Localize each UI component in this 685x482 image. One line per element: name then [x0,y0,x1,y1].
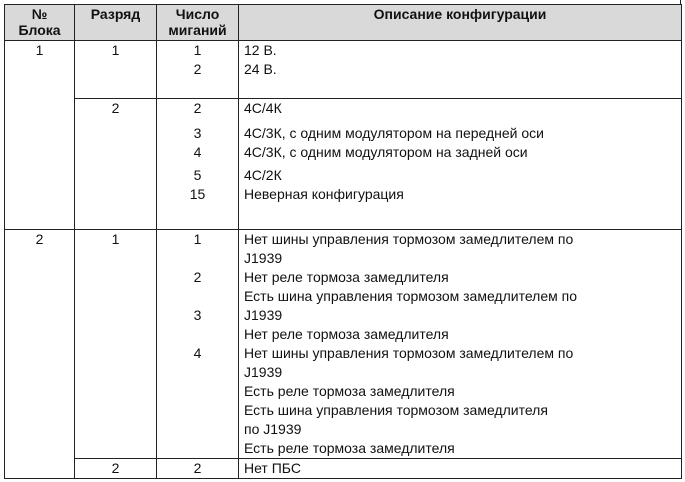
description-line: J1939 [244,307,283,323]
table-row [5,99,682,230]
description-line: по J1939 [244,421,302,437]
description-line: 4С/4К [244,100,282,116]
blinks-value: 4 [193,345,202,361]
header-block-line-2: Блока [18,22,61,38]
blinks-value: 5 [193,167,202,183]
header-description [239,5,682,41]
cell-block [5,459,75,479]
description-line: Нет реле тормоза замедлителя [244,326,449,342]
bit-value: 2 [111,460,120,476]
description-line: 4С/3К, с одним модулятором на задней оси [244,144,528,160]
cell-block [5,230,75,459]
cell-description [239,230,682,459]
blinks-value: 3 [193,307,202,323]
blinks-value: 3 [193,125,202,141]
cell-block [5,41,75,99]
description-line: 24 В. [244,61,277,77]
description-line: 4С/2К [244,167,282,183]
table-row [5,459,682,479]
header-description-label: Описание конфигурации [373,6,547,22]
cell-blinks [157,230,239,459]
description-line: Есть шина управления тормозом замедлителем по [244,288,578,304]
description-line: Есть реле тормоза замедлителя [244,383,455,399]
cell-bit [75,41,157,99]
blinks-value: 4 [193,144,202,160]
blinks-value: 2 [193,269,202,285]
header-blinks [157,5,239,41]
blinks-value: 1 [193,42,202,58]
description-line: Нет шины управления тормозом замедлителем по [244,345,574,361]
bit-value: 1 [111,231,120,247]
cell-bit [75,99,157,230]
header-blinks-line-1: Число [175,6,220,22]
blinks-value: 2 [193,460,202,476]
header-bit [75,5,157,41]
table-row [5,230,682,459]
blinks-value: 2 [193,61,202,77]
description-line: J1939 [244,250,283,266]
blinks-value: 1 [193,231,202,247]
cell-description [239,99,682,230]
table-row [5,41,682,99]
block-value: 1 [35,42,44,58]
cell-description [239,41,682,99]
description-line: Есть реле тормоза замедлителя [244,440,455,456]
header-bit-label: Разряд [90,6,141,22]
cell-bit [75,459,157,479]
cell-block [5,99,75,230]
bit-value: 1 [111,42,120,58]
description-line: J1939 [244,364,283,380]
configuration-table [4,4,682,479]
description-line: 4С/3К, с одним модулятором на передней оси [244,125,544,141]
header-block-line-1: № [31,6,48,22]
description-line: Неверная конфигурация [244,186,404,202]
description-line: 12 В. [244,42,277,58]
blinks-value: 15 [189,186,206,202]
cell-blinks [157,99,239,230]
table-header-row [5,5,682,41]
cell-blinks [157,41,239,99]
blinks-value: 2 [193,100,202,116]
description-line: Нет шины управления тормозом замедлителем по [244,231,574,247]
cell-blinks [157,459,239,479]
description-line: Нет реле тормоза замедлителя [244,269,449,285]
description-line: Нет ПБС [244,460,301,476]
bit-value: 2 [111,100,120,116]
cell-description [239,459,682,479]
header-block-number [5,5,75,41]
block-value: 2 [35,231,44,247]
cell-bit [75,230,157,459]
description-line: Есть шина управления тормозом замедлителя [244,402,548,418]
header-blinks-line-2: миганий [168,22,227,38]
